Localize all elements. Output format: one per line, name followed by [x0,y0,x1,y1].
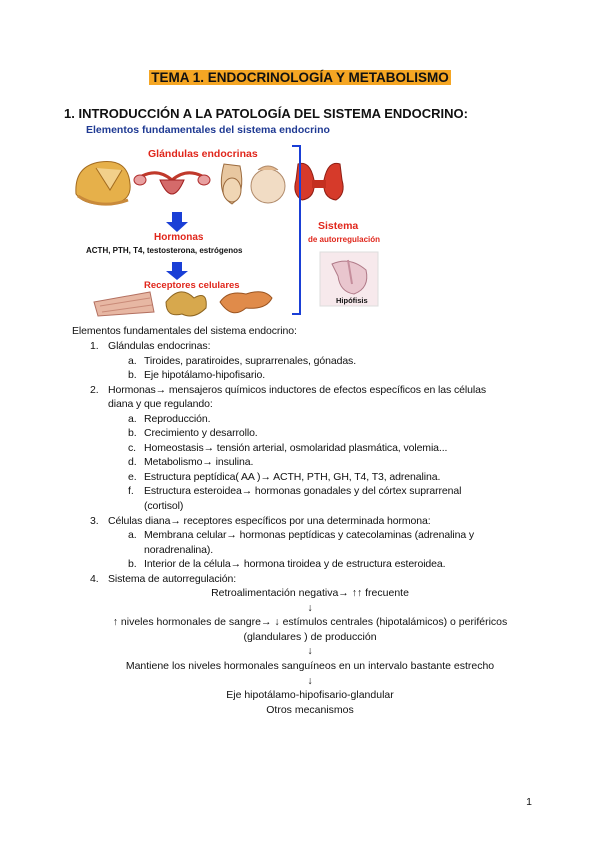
list-letter: b. [128,427,137,439]
endocrine-figure [70,124,400,319]
list-number: 4. [90,573,99,585]
list-item: Estructura peptídica( AA )→ ACTH, PTH, GH, T4, T3, adrenalina. [144,471,441,483]
down-arrow-icon [166,212,188,232]
list-number: 3. [90,515,99,527]
list-item: Metabolismo→ insulina. [144,456,254,468]
list-letter: d. [128,456,137,468]
flow-arrow: ↓ [307,675,313,687]
document-title: TEMA 1. ENDOCRINOLOGÍA Y METABOLISMO [151,70,449,85]
intro-text: Elementos fundamentales del sistema endocrino: [72,325,297,337]
list-letter: a. [128,413,137,425]
list-item: Sistema de autorregulación: [108,573,237,585]
pituitary-label: Hipófisis [336,296,368,305]
list-item: Membrana celular→ hormonas peptídicas y catecolaminas (adrenalina y [144,529,475,541]
adrenal-icon [251,166,285,203]
list-item: (cortisol) [144,500,184,512]
list-letter: b. [128,558,137,570]
list-letter: c. [128,442,136,454]
testis-icon [221,164,241,204]
hormones-label: Hormonas [154,232,204,243]
flow-line: Retroalimentación negativa→ ↑↑ frecuente [211,587,409,599]
receptors-label: Receptores celulares [144,280,240,291]
list-letter: b. [128,369,137,381]
figure-title: Elementos fundamentales del sistema endocrino [86,124,330,136]
system-label: Sistema [318,220,359,232]
list-item: diana y que regulando: [108,398,213,410]
thyroid-icon [295,163,343,200]
list-letter: a. [128,355,137,367]
flow-line: Eje hipotálamo-hipofisario-glandular [226,689,394,701]
flow-line: ↑ niveles hormonales de sangre→ ↓ estímulos centrales (hipotalámicos) o periféricos [112,616,508,628]
list-item: Estructura esteroidea→ hormonas gonadales y del córtex suprarrenal [144,485,462,497]
system-sublabel: de autorregulación [308,235,381,244]
pancreas-icon [220,292,272,313]
list-number: 1. [90,340,99,352]
list-item: noradrenalina). [144,544,214,556]
list-item: Células diana→ receptores específicos por una determinada hormona: [108,515,431,527]
list-item: Crecimiento y desarrollo. [144,427,258,439]
list-item: Homeostasis→ tensión arterial, osmolaridad plasmática, volemia... [144,442,448,454]
list-letter: e. [128,471,137,483]
list-item: Glándulas endocrinas: [108,340,211,352]
list-item: Hormonas→ mensajeros químicos inductores de efectos específicos en las células [108,384,486,396]
list-item: Interior de la célula→ hormona tiroidea y de estructura esteroidea. [144,558,446,570]
page-number: 1 [526,796,532,808]
glands-label: Glándulas endocrinas [148,148,258,160]
brain-icon [76,161,130,204]
hormones-list: ACTH, PTH, T4, testosterona, estrógenos [86,246,243,255]
flow-arrow: ↓ [307,645,313,657]
list-letter: f. [128,485,134,497]
flow-line: Otros mecanismos [266,704,354,716]
flow-arrow: ↓ [307,602,313,614]
list-item: Tiroides, paratiroides, suprarrenales, gónadas. [144,355,357,367]
section-heading: 1. INTRODUCCIÓN A LA PATOLOGÍA DEL SISTEMA ENDOCRINO: [64,106,468,121]
down-arrow-icon-2 [166,262,188,280]
list-letter: a. [128,529,137,541]
uterus-icon [134,173,210,194]
flow-line: Mantiene los niveles hormonales sanguíneos en un intervalo bastante estrecho [125,660,495,672]
bone-icon [166,292,206,316]
list-item: Reproducción. [144,413,211,425]
list-item: Eje hipotálamo-hipofisario. [144,369,266,381]
muscle-tissue-icon [94,292,154,316]
flow-line: (glandulares ) de producción [243,631,377,643]
list-number: 2. [90,384,99,396]
